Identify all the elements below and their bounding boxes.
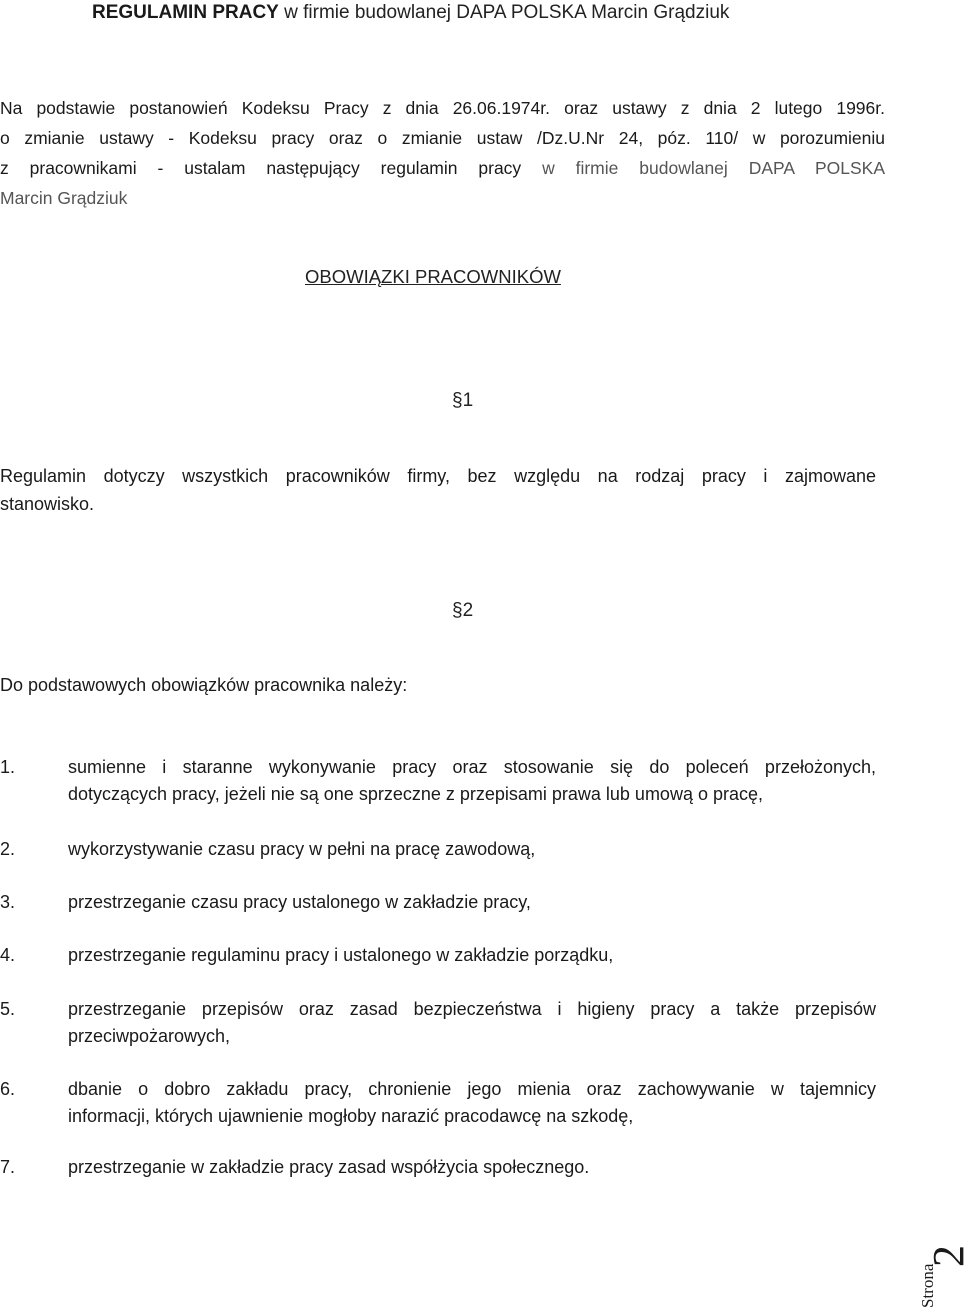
list-item	[0, 942, 876, 970]
list-item-number: 7.	[0, 1157, 16, 1177]
intro-line: Marcin Grądziuk	[0, 188, 128, 208]
footer-page-label: Strona	[918, 1263, 937, 1308]
list-item	[0, 996, 876, 1052]
list-item	[0, 889, 876, 917]
list-item-text: dbanie o dobro zakładu pracy, chronienie jego mienia oraz zachowywanie w tajemnicy	[68, 1079, 876, 1099]
list-item	[0, 1076, 876, 1132]
list-item-number: 3.	[0, 892, 16, 912]
list-item-number: 5.	[0, 999, 16, 1019]
paragraph-1-line: stanowisko.	[0, 494, 95, 514]
list-item-text: przestrzeganie w zakładzie pracy zasad współżycia społecznego.	[68, 1157, 590, 1177]
list-item-text: przestrzeganie regulaminu pracy i ustalonego w zakładzie porządku,	[68, 945, 614, 965]
paragraph-1-text	[0, 462, 876, 518]
list-item	[0, 1154, 876, 1182]
list-item-text: wykorzystywanie czasu pracy w pełni na pracę zawodową,	[68, 839, 536, 859]
paragraph-1-mark: §1	[452, 390, 474, 411]
document-header	[92, 2, 729, 24]
intro-line-part: z pracownikami - ustalam następujący regulamin pracy	[0, 158, 543, 178]
list-item-text: przestrzeganie czasu pracy ustalonego w zakładzie pracy,	[68, 892, 531, 912]
intro-company-name: w firmie budowlanej DAPA POLSKA	[542, 158, 885, 178]
list-item-number: 4.	[0, 945, 16, 965]
list-item-text: przeciwpożarowych,	[68, 1026, 231, 1046]
header-title-bold: REGULAMIN PRACY	[92, 2, 279, 23]
list-item-number: 1.	[0, 757, 16, 777]
list-item-text: przestrzeganie przepisów oraz zasad bezpieczeństwa i higieny pracy a także przepisów	[68, 999, 876, 1019]
intro-line	[0, 153, 885, 183]
list-item	[0, 836, 876, 864]
list-item-number: 2.	[0, 839, 16, 859]
list-item-text: informacji, których ujawnienie mogłoby narazić pracodawcę na szkodę,	[68, 1106, 634, 1126]
intro-paragraph	[0, 93, 885, 213]
intro-line: o zmianie ustawy - Kodeksu pracy oraz o zmianie ustaw /Dz.U.Nr 24, póz. 110/ w porozumieniu	[0, 128, 885, 148]
list-item-text: sumienne i staranne wykonywanie pracy oraz stosowanie się do poleceń przełożonych,	[68, 757, 876, 777]
paragraph-2-intro: Do podstawowych obowiązków pracownika należy:	[0, 675, 408, 695]
list-item	[0, 754, 876, 810]
header-title-rest: w firmie budowlanej DAPA POLSKA Marcin Grądziuk	[278, 2, 730, 23]
paragraph-2-mark: §2	[452, 600, 474, 621]
section-title: OBOWIĄZKI PRACOWNIKÓW	[305, 266, 561, 287]
paragraph-1-line: Regulamin dotyczy wszystkich pracowników firmy, bez względu na rodzaj pracy i zajmowane	[0, 466, 876, 486]
intro-line: Na podstawie postanowień Kodeksu Pracy z dnia 26.06.1974r. oraz ustawy z dnia 2 lutego 1996r.	[0, 98, 885, 118]
list-item-number: 6.	[0, 1079, 16, 1099]
footer-page-number: 2	[924, 1245, 973, 1267]
page-footer	[918, 1222, 973, 1312]
list-item-text: dotyczących pracy, jeżeli nie są one sprzeczne z przepisami prawa lub umową o pracę,	[68, 784, 763, 804]
